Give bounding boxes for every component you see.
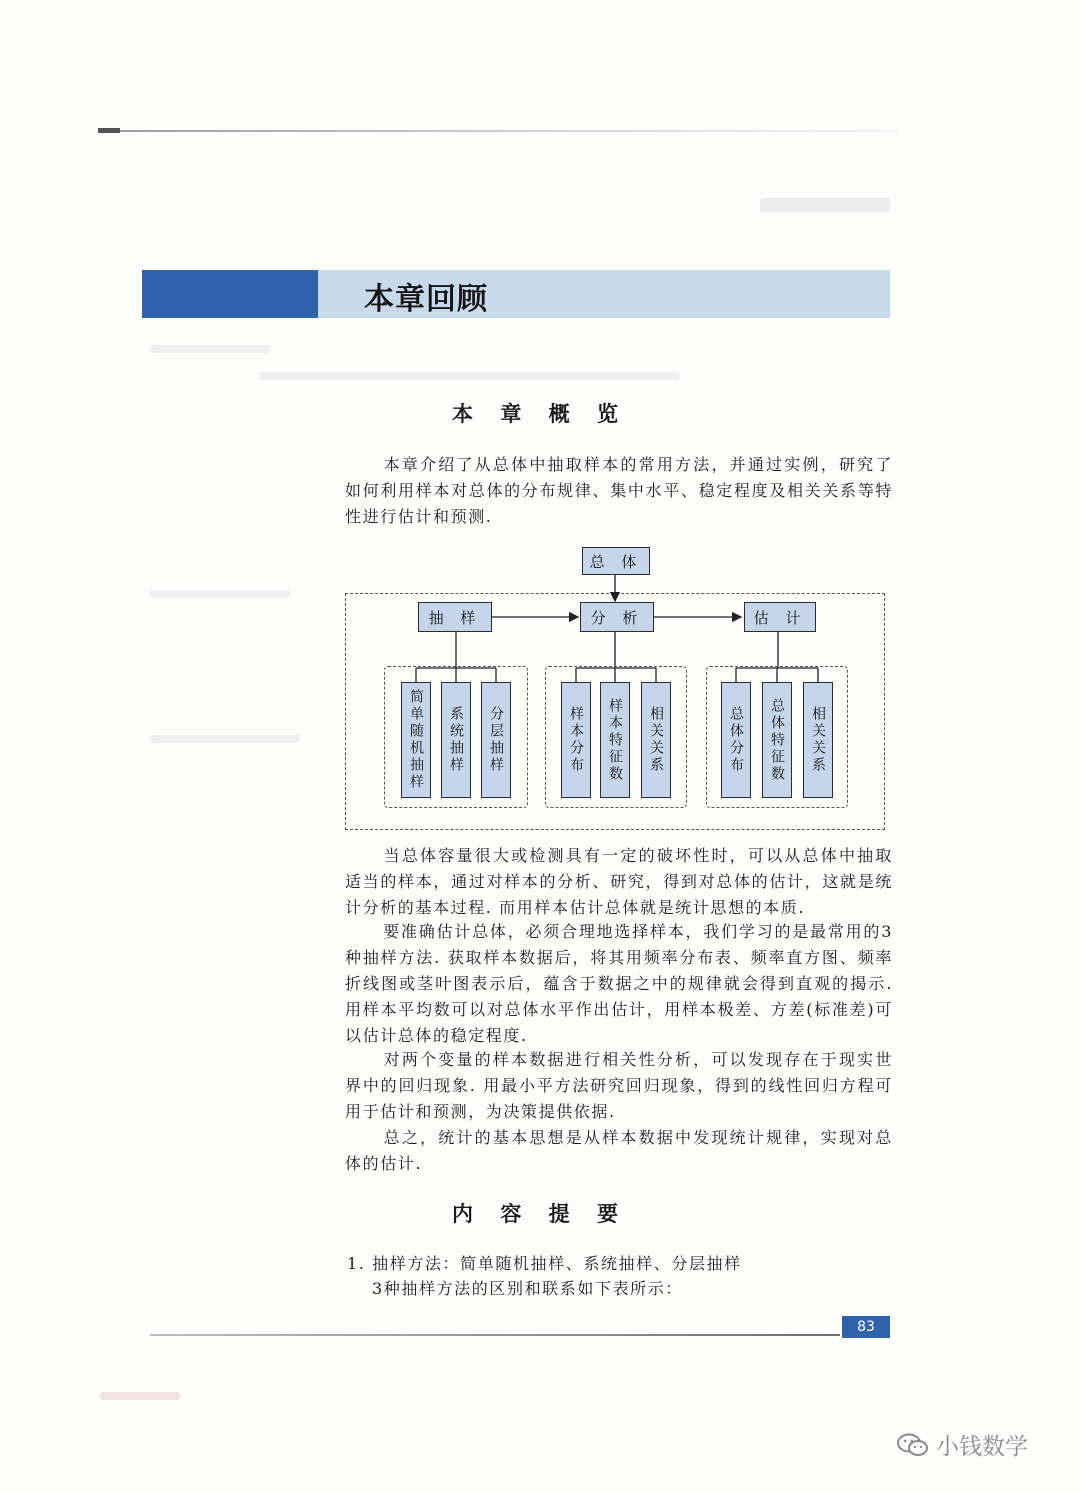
leaf-sample-characteristics: 样本特征数 xyxy=(600,682,630,798)
leaf-population-characteristics: 总体特征数 xyxy=(762,682,792,798)
leaf-stratified-sampling: 分层抽样 xyxy=(481,682,511,798)
bleed-through xyxy=(150,345,270,353)
node-estimate: 估 计 xyxy=(744,602,816,632)
chapter-title: 本章回顾 xyxy=(364,282,488,317)
body-paragraph-2: 要准确估计总体，必须合理地选择样本，我们学习的是最常用的3种抽样方法. 获取样本数据后，将其用频率分布表、频率直方图、频率折线图或茎叶图表示后，蕴含于数据之中的规律就会得到直观的揭示. 用样本平均数可以对总体水平作出估计，用样本极差、方差(标准差)可以估计总体的稳定程度. xyxy=(345,922,893,1045)
top-rule xyxy=(98,130,898,132)
leaf-systematic-sampling: 系统抽样 xyxy=(441,682,471,798)
bleed-through xyxy=(150,735,300,743)
bleed-through xyxy=(260,372,680,380)
page-number: 83 xyxy=(842,1316,890,1338)
summary-heading: 内 容 提 要 xyxy=(452,1202,628,1226)
summary-item-1-sub: 3种抽样方法的区别和联系如下表所示： xyxy=(372,1279,683,1298)
wechat-icon xyxy=(896,1433,930,1457)
flow-diagram xyxy=(340,545,890,835)
body-paragraph-3: 对两个变量的样本数据进行相关性分析，可以发现存在于现实世界中的回归现象. 用最小平方法研究回归现象，得到的线性回归方程可用于估计和预测，为决策提供依据. xyxy=(345,1050,893,1121)
leaf-population-correlation: 相关关系 xyxy=(803,682,833,798)
overview-intro: 本章介绍了从总体中抽取样本的常用方法，并通过实例，研究了如何利用样本对总体的分布规律、集中水平、稳定程度及相关关系等特性进行估计和预测. xyxy=(345,455,893,526)
summary-item-1: 1. 抽样方法：简单随机抽样、系统抽样、分层抽样 xyxy=(347,1254,742,1273)
scan-smudge xyxy=(100,1392,180,1400)
leaf-sample-correlation: 相关关系 xyxy=(641,682,671,798)
node-analysis: 分 析 xyxy=(580,602,654,632)
overview-heading: 本 章 概 览 xyxy=(452,402,628,426)
top-rule-mark xyxy=(98,128,120,133)
bottom-rule xyxy=(150,1334,840,1336)
body-paragraph-1: 当总体容量很大或检测具有一定的破坏性时，可以从总体中抽取适当的样本，通过对样本的分析、研究，得到对总体的估计，这就是统计分析的基本过程. 而用样本估计总体就是统计思想的本质. xyxy=(345,846,893,917)
chapter-banner xyxy=(142,270,890,318)
node-sampling: 抽 样 xyxy=(418,602,492,632)
leaf-population-distribution: 总体分布 xyxy=(721,682,751,798)
scan-smudge xyxy=(760,198,890,212)
body-paragraph-4: 总之，统计的基本思想是从样本数据中发现统计规律，实现对总体的估计. xyxy=(345,1128,893,1173)
leaf-sample-distribution: 样本分布 xyxy=(561,682,591,798)
watermark-text: 小钱数学 xyxy=(936,1434,1028,1460)
leaf-simple-random-sampling: 简单随机抽样 xyxy=(401,682,431,798)
node-population: 总 体 xyxy=(582,547,650,575)
watermark xyxy=(896,1428,1028,1461)
banner-accent xyxy=(142,270,318,318)
bleed-through xyxy=(150,590,290,598)
